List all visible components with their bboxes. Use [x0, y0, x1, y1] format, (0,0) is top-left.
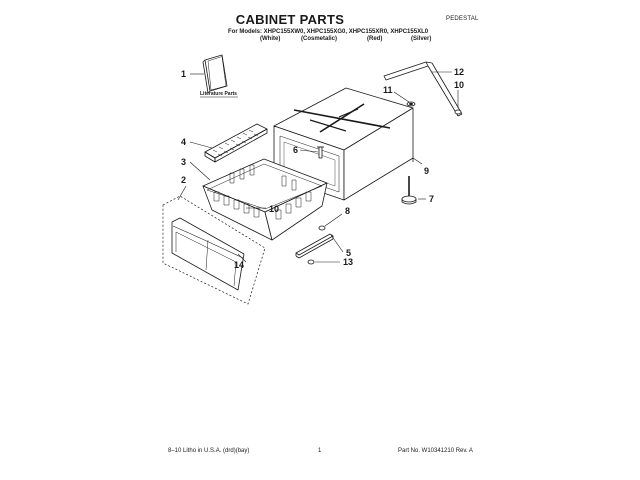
- footer-page-number: 1: [318, 448, 322, 454]
- fastener-11: [407, 102, 415, 106]
- callout-7: 7: [429, 194, 435, 204]
- callout-9: 9: [424, 166, 430, 176]
- callout-13: 13: [343, 257, 354, 267]
- color-white: (White): [260, 36, 281, 42]
- callout-10-right: 10: [454, 80, 465, 90]
- literature-booklet: [203, 55, 227, 93]
- page-title: CABINET PARTS: [235, 12, 345, 27]
- callout-10-basket: 10: [269, 204, 280, 214]
- models-line: For Models: XHPC155XW0, XHPC155XG0, XHPC155XR0, XHPC155XL0: [228, 29, 429, 35]
- callout-3: 3: [181, 157, 187, 167]
- slide-rail: [296, 234, 333, 258]
- color-red: (Red): [367, 36, 383, 42]
- screw-8: [319, 226, 325, 230]
- callout-12: 12: [454, 67, 465, 77]
- callout-14: 14: [234, 260, 245, 270]
- callout-11: 11: [383, 85, 393, 95]
- vent-panel: [205, 124, 267, 162]
- literature-parts-label: Literature Parts: [200, 91, 237, 97]
- callout-4: 4: [181, 137, 187, 147]
- callout-1: 1: [181, 69, 187, 79]
- callout-8: 8: [345, 206, 351, 216]
- callout-2: 2: [181, 175, 187, 185]
- footer-part-number: Part No. W10341210 Rev. A: [398, 448, 473, 454]
- screw-13: [308, 260, 314, 264]
- callout-5: 5: [346, 248, 352, 258]
- leveling-foot: [402, 176, 416, 204]
- screw-10-right: [455, 110, 461, 114]
- color-silver: (Silver): [411, 36, 432, 42]
- section-label: PEDESTAL: [446, 16, 479, 22]
- callout-6: 6: [293, 145, 299, 155]
- color-cosmetalic: (Cosmetalic): [301, 36, 338, 42]
- footer-litho: 8–10 Litho in U.S.A. (drd)(bay): [168, 448, 250, 454]
